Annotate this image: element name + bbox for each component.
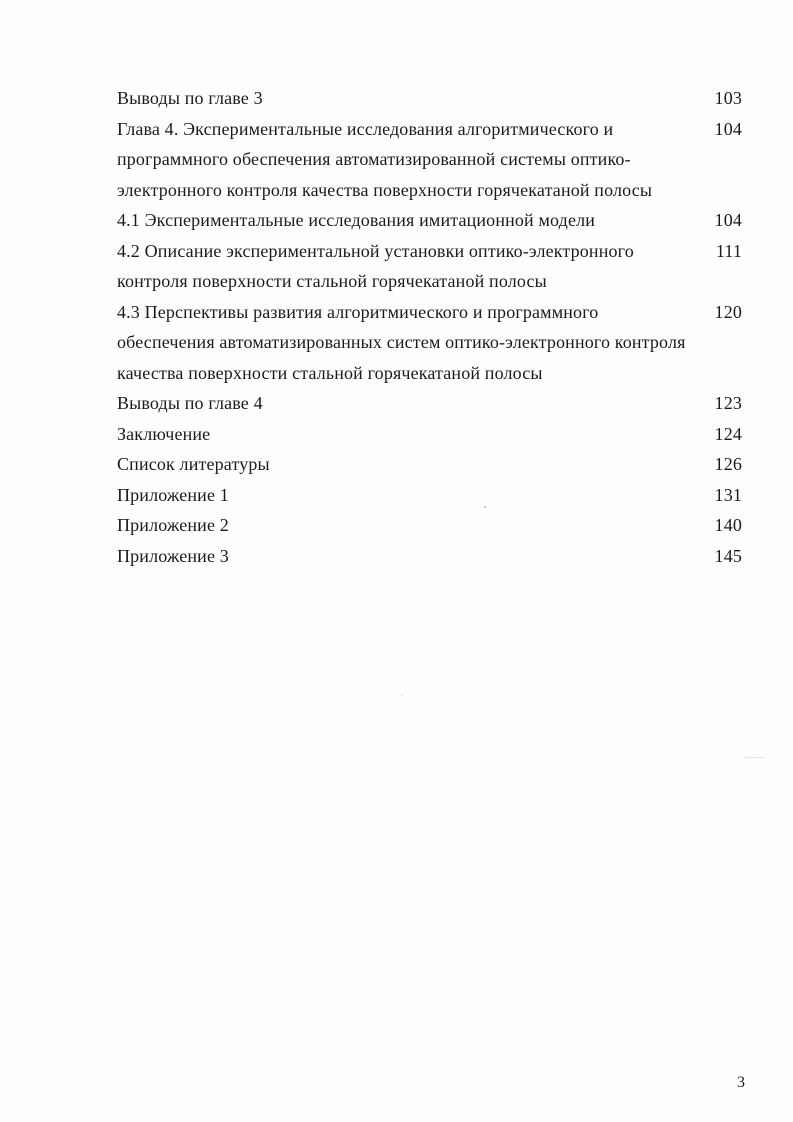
toc-entry-page: 131 <box>714 484 742 505</box>
toc-entry-title: Выводы по главе 3 <box>117 88 263 108</box>
toc-entry-page: 120 <box>714 301 742 322</box>
scan-speck <box>484 506 486 508</box>
toc-entry <box>117 541 742 572</box>
toc-entry-title: Заключение <box>117 423 211 444</box>
toc-entry-page: 140 <box>714 515 742 535</box>
toc-entry <box>117 83 742 114</box>
toc-entry-page: 123 <box>714 393 742 413</box>
toc-entry-title: 4.3 Перспективы развития алгоритмического и программного обеспечения автоматизированных систем оптико-электронного контроля качества поверхности стальной горячекатаной полосы <box>117 301 686 383</box>
toc-entry <box>117 419 742 450</box>
toc-entry-title: 4.2 Описание экспериментальной установки оптико-электронного контроля поверхности стальной горячекатаной полосы <box>117 240 634 291</box>
toc-entry-title: Выводы по главе 4 <box>117 393 263 413</box>
table-of-contents <box>117 83 742 571</box>
toc-entry <box>117 297 742 389</box>
toc-entry <box>117 480 742 511</box>
toc-entry-page: 104 <box>714 210 742 230</box>
toc-entry-title: 4.1 Экспериментальные исследования имитационной модели <box>117 210 596 230</box>
toc-entry-title: Приложение 1 <box>117 484 229 505</box>
toc-entry-page: 111 <box>715 240 742 261</box>
scan-speck <box>745 757 765 758</box>
toc-entry-page: 145 <box>714 545 742 566</box>
toc-entry <box>117 205 742 236</box>
page-number: 3 <box>737 1074 745 1091</box>
toc-entry-title: Глава 4. Экспериментальные исследования алгоритмического и программного обеспечения автоматизированной системы оптико-электронного контроля качества поверхности горячекатаной полосы <box>117 118 653 200</box>
toc-entry <box>117 388 742 419</box>
toc-entry-title: Приложение 3 <box>117 545 229 566</box>
toc-entry <box>117 449 742 480</box>
toc-entry <box>117 114 742 206</box>
toc-entry-page: 126 <box>714 454 742 474</box>
toc-entry-title: Приложение 2 <box>117 515 229 535</box>
toc-entry <box>117 236 742 297</box>
toc-entry-title: Список литературы <box>117 454 270 474</box>
scan-speck <box>402 694 403 696</box>
toc-entry-page: 124 <box>714 423 742 444</box>
toc-entry-page: 104 <box>714 118 742 139</box>
toc-entry <box>117 510 742 541</box>
toc-entry-page: 103 <box>714 88 742 108</box>
